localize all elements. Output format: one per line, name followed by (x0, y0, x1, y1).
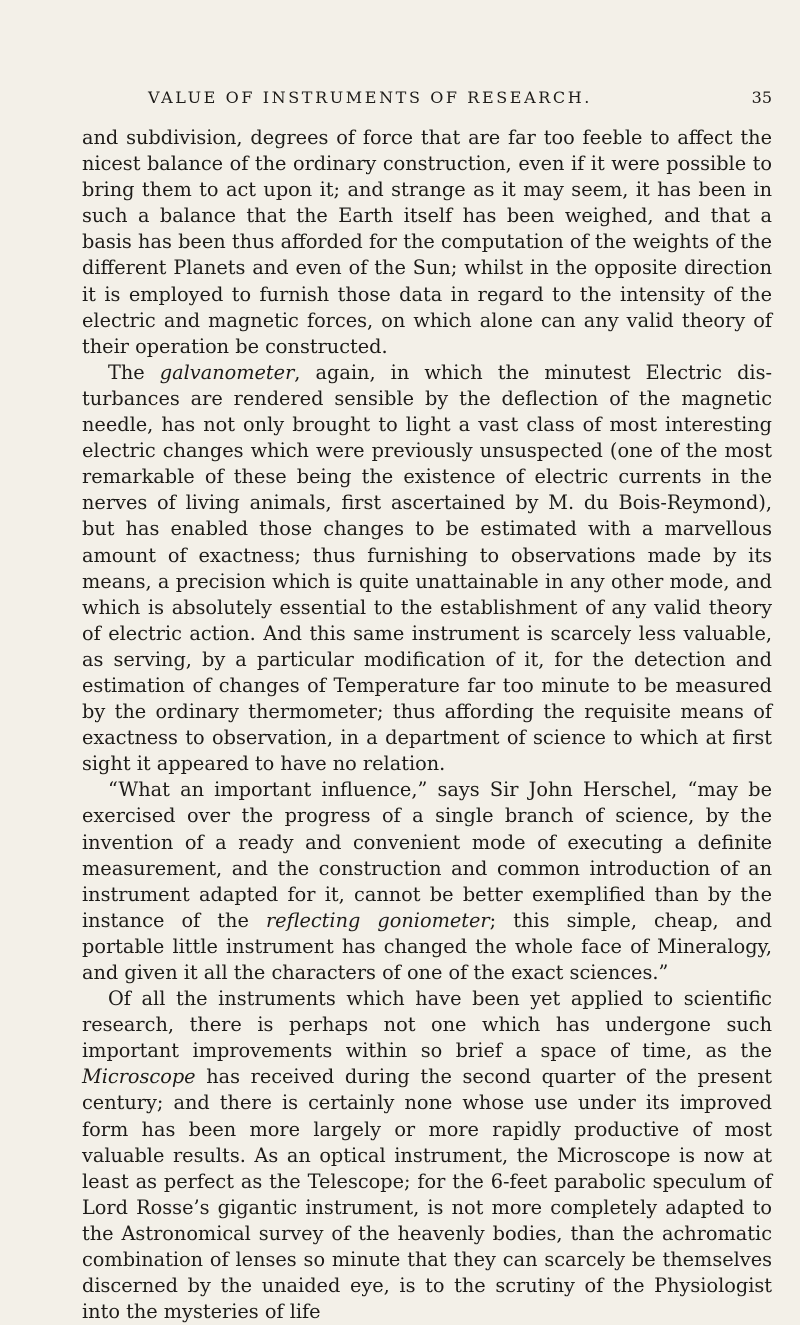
text-run: and subdivision, degrees of force that are far too feeble to affect the nicest balance of the ordinary construction, even if it were possible to bring them to act upon it; and strange as it may seem, it has been in such a balance that the Earth itself has been weighed, and that a basis has been thus afforded for the computation of the weights of the different Planets and even of the Sun; whilst in the opposite direction it is employed to furnish those data in regard to the intensity of the electric and magnetic forces, on which alone can any valid theory of their operation be constructed. (82, 126, 772, 358)
text-run: has received during the second quarter of the present century; and there is certainly none whose use under its improved form has been more largely or more rapidly productive of most valuable results. As an optical instrument, the Microscope is now at least as perfect as the Telescope; for the 6-feet parabolic speculum of Lord Rosse’s gigantic instrument, is not more completely adapted to the Astronomical survey of the heavenly bodies, than the achromatic combination of lenses so minute that they can scarcely be themselves discerned by the unaided eye, is to the scrutiny of the Physiologist into the mysteries of life (82, 1065, 772, 1324)
text-run: ; this simple, cheap, and portable little instrument has changed the whole face of Mineralogy, and given it all the characters of one of the exact sciences.” (82, 908, 773, 984)
running-title: VALUE OF INSTRUMENTS OF RESEARCH. (148, 88, 592, 107)
page-number: 35 (751, 88, 772, 107)
italic-term: Microscope (82, 1065, 196, 1089)
body-text (82, 125, 772, 1325)
text-run: “What an important influence,” says Sir John Herschel, “may be exercised over the progress of a single branch of science, by the invention of a ready and convenient mode of executing a definite measurement, and the construction and common introduction of an instrument adapted for it, cannot be better exemplified than by the instance of the (82, 778, 772, 932)
text-run: Of all the instruments which have been yet applied to scientific research, there is perhaps not one which has undergone such important improvements within so brief a space of time, as the (82, 987, 772, 1063)
paragraph (82, 777, 772, 986)
paragraph (82, 125, 772, 360)
running-head (148, 88, 772, 112)
paragraph (82, 360, 772, 778)
italic-term: reflecting goniometer (265, 908, 490, 932)
paragraph (82, 986, 772, 1325)
italic-term: galvanometer (159, 360, 295, 384)
text-run: , again, in which the minutest Electric disturbances are rendered sensible by the deflection of the magnetic needle, has not only brought to light a vast class of most interesting electric changes which were previously unsuspected (one of the most remarkable of these being the existence of electric currents in the nerves of living animals, first ascertained by M. du Bois-Reymond), but has enabled those changes to be estimated with a marvellous amount of exactness; thus furnishing to observations made by its means, a precision which is quite unattainable in any other mode, and which is absolutely essential to the establishment of any valid theory of electric action. And this same instrument is scarcely less valuable, as serving, by a particular modification of it, for the detection and estimation of changes of Temperature far too minute to be measured by the ordinary thermometer; thus affording the requisite means of exactness to observation, in a department of science to which at first sight it appeared to have no relation. (82, 360, 772, 776)
text-run: The (108, 360, 160, 384)
